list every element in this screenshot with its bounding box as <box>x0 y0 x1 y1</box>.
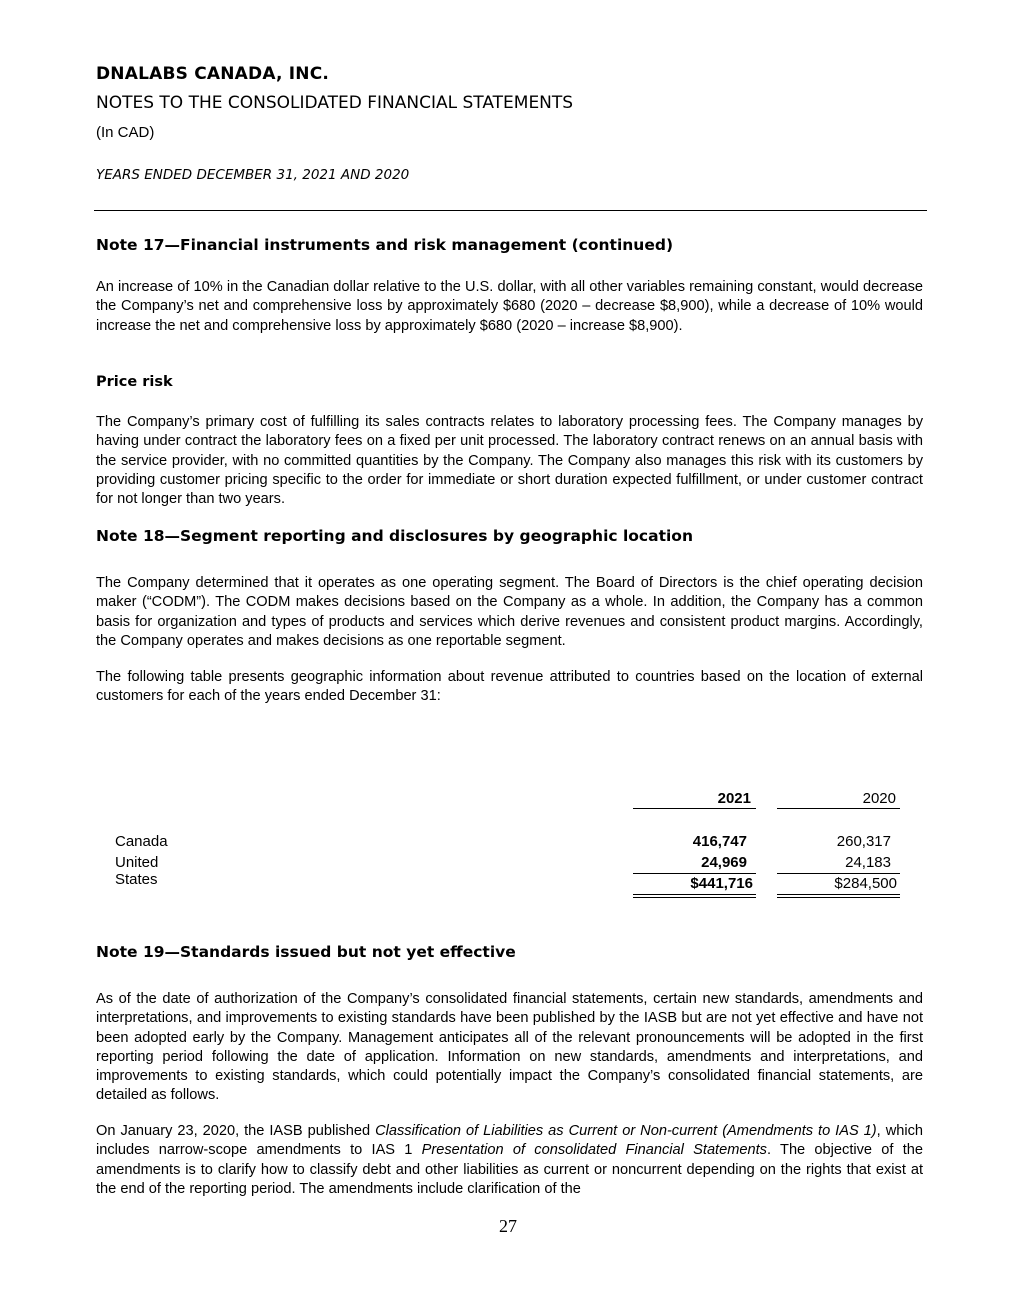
subtotal-line-2021 <box>633 873 756 874</box>
header-divider <box>94 210 927 211</box>
fiscal-years: YEARS ENDED DECEMBER 31, 2021 AND 2020 <box>96 167 410 183</box>
column-header-2021: 2021 <box>717 790 751 807</box>
note18-heading: Note 18—Segment reporting and disclosures by geographic location <box>96 527 693 545</box>
united-states-2020: 24,183 <box>845 854 891 871</box>
document-title: NOTES TO THE CONSOLIDATED FINANCIAL STATEMENTS <box>96 93 574 113</box>
note18-paragraph-2: The following table presents geographic information about revenue attributed to countries based on the location of external customers for each of the years ended December 31: <box>96 669 923 705</box>
note19-paragraph-2-part-3: . The objective of the amendments is to clarify how to classify debt and other liabilities as current or noncurrent depending on the rights that exist at the end of the reporting period. The amendments include clarification of the <box>96 1142 924 1197</box>
united-states-2021: 24,969 <box>701 854 747 871</box>
canada-2021: 416,747 <box>692 833 747 850</box>
column-header-2020: 2020 <box>862 790 896 807</box>
page-number: 27 <box>499 1216 517 1236</box>
note19-heading: Note 19—Standards issued but not yet effective <box>96 943 516 961</box>
note18-paragraph-1: The Company determined that it operates as one operating segment. The Board of Directors is the chief operating decision maker (“CODM”). The CODM makes decisions based on the Company as a whole. In addition, the Company has a common basis for organization and types of products and services which derive revenues and consistent product margins. Accordingly, the Company operates and makes decisions as one reportable segment. <box>96 575 923 649</box>
header-underline-2020 <box>777 808 900 809</box>
row-label-united-states: United States <box>115 854 159 888</box>
total-double-line-2020-a <box>777 894 900 895</box>
note19-paragraph-2-italic-2: Presentation of consolidated Financial Statements <box>421 1142 767 1159</box>
price-risk-heading: Price risk <box>96 374 173 390</box>
total-2021: $441,716 <box>690 875 753 892</box>
note19-paragraph-2-part-1: On January 23, 2020, the IASB published <box>96 1123 376 1139</box>
canada-2020: 260,317 <box>836 833 891 850</box>
note19-paragraph-1: As of the date of authorization of the Company’s consolidated financial statements, certain new standards, amendments and interpretations, and improvements to existing standards have been published by the IASB but are not yet effective and have not been adopted early by the Company. Management anticipates all of the relevant pronouncements will be adopted in the first reporting period following the date of application. Information on new standards, amendments and interpretations, and improvements to existing standards, which could potentially impact the Company’s consolidated financial statements, are detailed as follows. <box>96 991 923 1104</box>
total-double-line-2021-a <box>633 894 756 895</box>
note17-paragraph-1: An increase of 10% in the Canadian dollar relative to the U.S. dollar, with all other variables remaining constant, would decrease the Company’s net and comprehensive loss by approximately $680 (2020 – decrease $8,900), while a decrease of 10% would increase the net and comprehensive loss by approximately $680 (2020 – increase $8,900). <box>96 279 923 334</box>
header-underline-2021 <box>633 808 756 809</box>
note19-paragraph-2-part-2: , which includes narrow-scope amendments to IAS 1 <box>96 1123 924 1159</box>
note19-paragraph-2 <box>96 1122 923 1199</box>
company-name: DNALABS CANADA, INC. <box>96 64 330 84</box>
currency-unit: (In CAD) <box>96 124 155 141</box>
note19-paragraph-2-italic-1: Classification of Liabilities as Current or Non-current (Amendments to IAS 1) <box>375 1123 877 1139</box>
row-label-canada: Canada <box>115 833 168 850</box>
note17-heading: Note 17—Financial instruments and risk management (continued) <box>96 236 674 254</box>
note17-paragraph-2: The Company’s primary cost of fulfilling its sales contracts relates to laboratory processing fees. The Company manages by having under contract the laboratory fees on a fixed per unit processed. The laboratory contract renews on an annual basis with the service provider, with no committed quantities by the Company. The Company also manages this risk with its customers by providing customer pricing specific to the order for immediate or short duration expected fulfillment, or under customer contract for not longer than two years. <box>96 414 923 508</box>
total-2020: $284,500 <box>834 875 897 892</box>
total-double-line-2020-b <box>777 897 900 898</box>
subtotal-line-2020 <box>777 873 900 874</box>
total-double-line-2021-b <box>633 897 756 898</box>
